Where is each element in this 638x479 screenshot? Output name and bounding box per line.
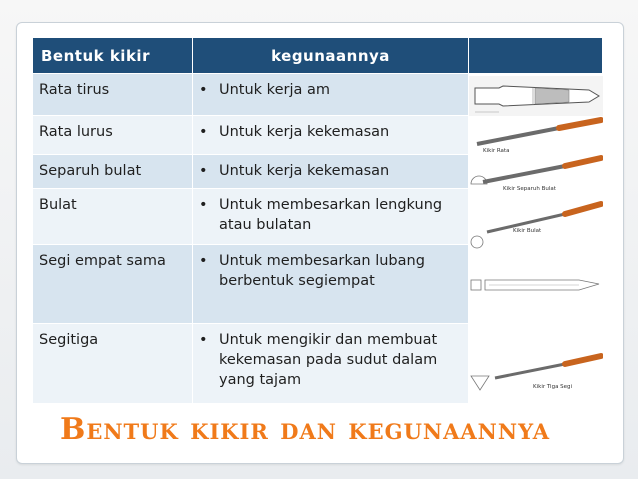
usage-cell: Untuk membesarkan lubang berbentuk segiempat (219, 253, 425, 289)
table-header-row (33, 38, 603, 74)
square-file-image (471, 280, 599, 290)
bullet: • (199, 197, 208, 213)
file-label: Kikir Rata (483, 148, 510, 154)
file-label: Kikir Separuh Bulat (503, 186, 556, 192)
usage-cell: Untuk kerja kekemasan (219, 124, 390, 140)
file-illustrations-svg (469, 74, 603, 410)
shape-cell: Separuh bulat (33, 155, 193, 189)
flat-taper-file-image (469, 76, 603, 116)
file-label: Kikir Tiga Segi (533, 384, 573, 390)
bullet: • (199, 163, 208, 179)
header-file-shape: Bentuk kikir (33, 38, 193, 74)
bullet: • (199, 332, 208, 348)
header-usage: kegunaannya (193, 38, 469, 74)
usage-cell: Untuk mengikir dan membuat kekemasan pada sudut dalam yang tajam (219, 332, 438, 388)
round-file-image (471, 204, 601, 248)
file-types-table (32, 37, 603, 404)
bullet: • (199, 124, 208, 140)
shape-cell: Rata lurus (33, 116, 193, 155)
shape-cell: Rata tirus (33, 74, 193, 116)
shape-cell: Segi empat sama (33, 245, 193, 324)
usage-cell: Untuk kerja kekemasan (219, 163, 390, 179)
usage-cell: Untuk membesarkan lengkung atau bulatan (219, 197, 443, 233)
file-illustrations (469, 74, 603, 404)
triangular-file-image (471, 356, 601, 390)
header-images (469, 38, 603, 74)
shape-cell: Segitiga (33, 324, 193, 404)
bullet: • (199, 253, 208, 269)
file-label: Kikir Bulat (513, 228, 542, 234)
bullet: • (199, 82, 208, 98)
slide-title: Bentuk kikir dan kegunaannya (60, 412, 551, 447)
flat-file-image (477, 120, 601, 154)
shape-cell: Bulat (33, 189, 193, 245)
table-row (33, 74, 603, 116)
half-round-file-image (471, 158, 601, 192)
usage-cell: Untuk kerja am (219, 82, 330, 98)
